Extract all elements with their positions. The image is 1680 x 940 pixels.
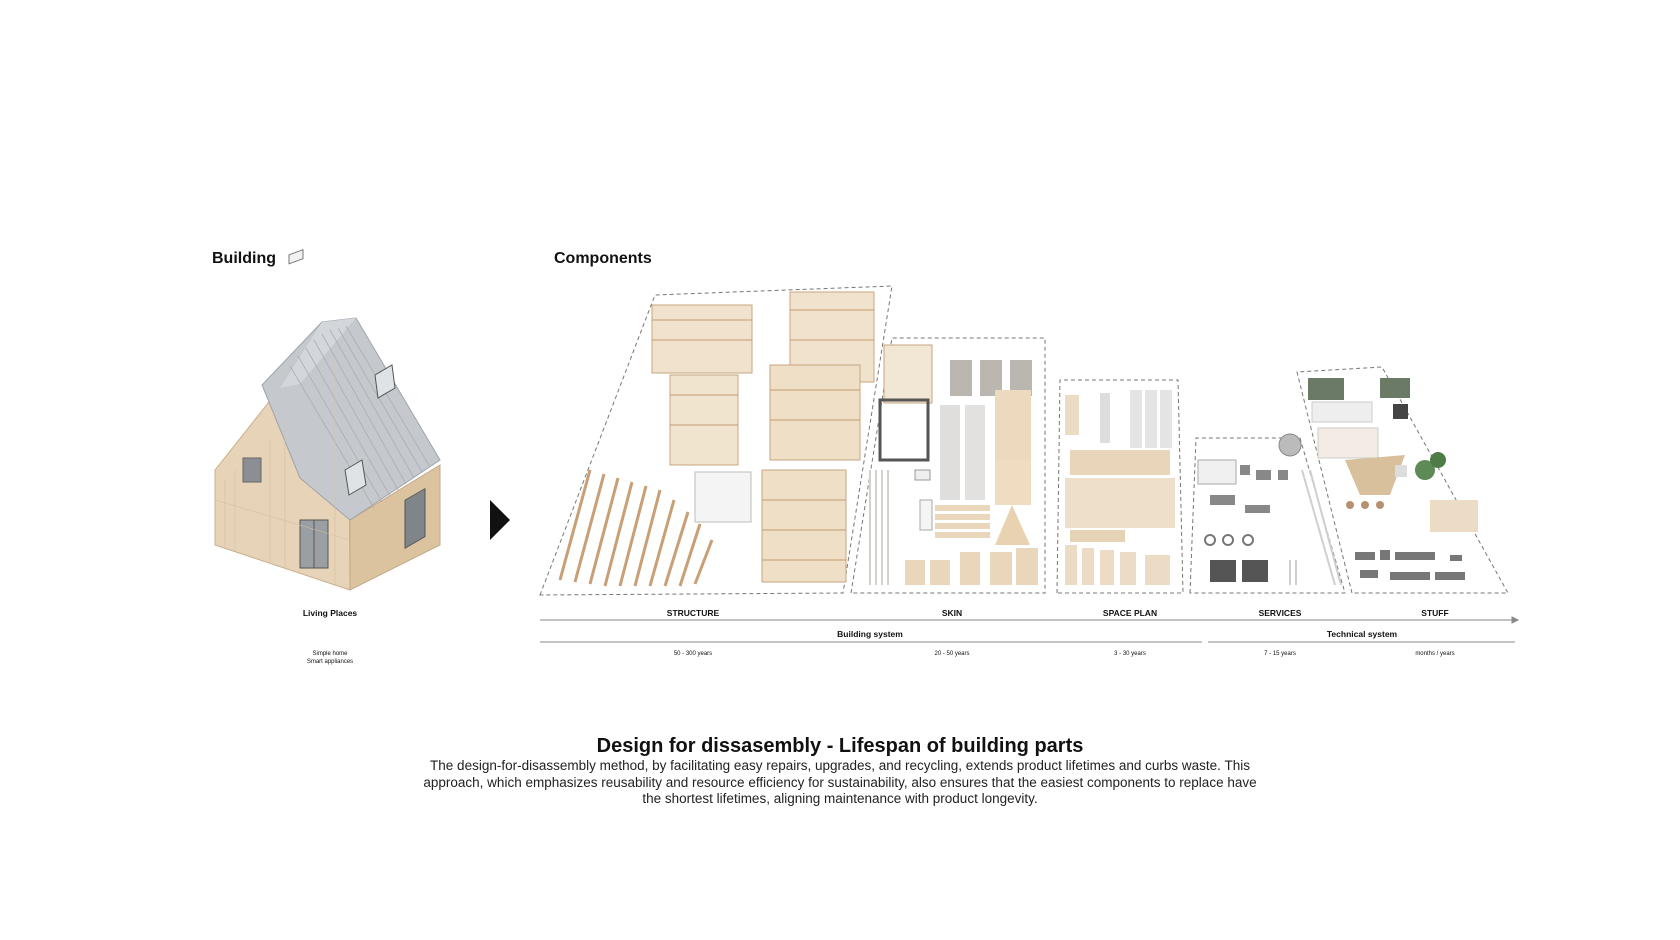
- building-heading: Building: [212, 250, 276, 267]
- components-heading: Components: [554, 250, 652, 267]
- arrow-icon: [490, 500, 510, 540]
- technical-system-label: Technical system: [1326, 629, 1398, 639]
- lifespan-skin: 20 - 50 years: [934, 651, 970, 657]
- layer-label-stuff: STUFF: [1421, 608, 1449, 618]
- building-note-2: Smart appliances: [306, 659, 354, 665]
- lifespan-space-plan: 3 - 30 years: [1114, 651, 1146, 657]
- page-title: Design for dissasembly - Lifespan of building parts: [596, 735, 1084, 757]
- building-caption: Living Places: [302, 608, 358, 618]
- building-notes: [270, 650, 390, 666]
- layer-label-structure: STRUCTURE: [666, 608, 720, 618]
- building-system-label: Building system: [837, 629, 903, 639]
- layer-label-services: SERVICES: [1258, 608, 1302, 618]
- structure-components: [560, 292, 874, 586]
- page-description: The design-for-disassembly method, by facilitating easy repairs, upgrades, and recycling, extends product lifetimes and curbs waste. This approach, which emphasizes reusability and resource efficiency for sustainability, also ensures that the easiest components to replace have the shortest lifetimes, aligning maintenance with product longevity.: [423, 758, 1257, 806]
- space-plan-components: [1065, 390, 1175, 585]
- lifespan-stuff: months / years: [1415, 651, 1455, 657]
- layer-label-space-plan: SPACE PLAN: [1102, 608, 1158, 618]
- stuff-components: [1308, 378, 1478, 580]
- house-illustration: [215, 250, 440, 590]
- skin-components: [870, 345, 1038, 585]
- building-note-1: Simple home: [312, 651, 348, 657]
- lifespan-services: 7 - 15 years: [1264, 651, 1296, 657]
- lifespan-structure: 50 - 300 years: [673, 651, 713, 657]
- layer-label-skin: SKIN: [941, 608, 963, 618]
